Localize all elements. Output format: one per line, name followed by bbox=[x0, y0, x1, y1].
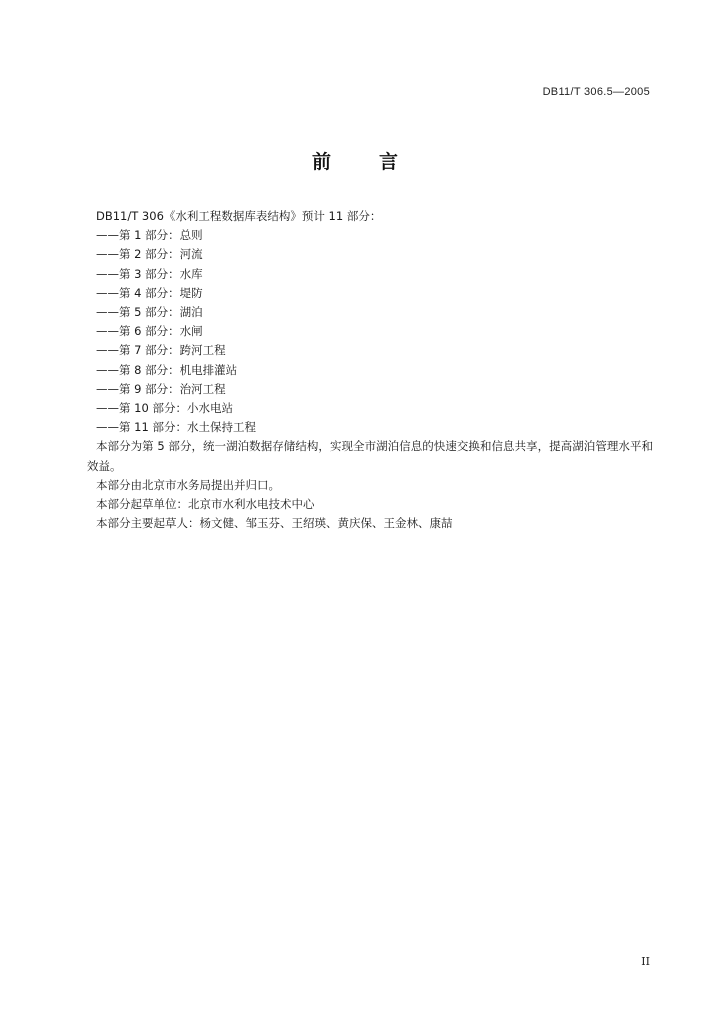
list-item: ——第 3 部分：水库 bbox=[96, 266, 203, 281]
list-item: ——第 5 部分：湖泊 bbox=[96, 305, 203, 320]
parts-list bbox=[96, 226, 656, 437]
intro-line: DB11/T 306《水利工程数据库表结构》预计 11 部分： bbox=[96, 209, 382, 223]
list-item: ——第 10 部分：小水电站 bbox=[96, 401, 233, 416]
list-item: ——第 11 部分：水土保持工程 bbox=[96, 420, 256, 435]
list-item: ——第 8 部分：机电排灌站 bbox=[96, 362, 238, 377]
title-char-1: 前 bbox=[311, 151, 331, 173]
list-item: ——第 2 部分：河流 bbox=[96, 247, 203, 262]
list-item: ——第 6 部分：水闸 bbox=[96, 324, 203, 339]
page-number: II bbox=[641, 955, 650, 968]
list-item: ——第 1 部分：总则 bbox=[96, 228, 203, 243]
list-item: ——第 7 部分：跨河工程 bbox=[96, 343, 226, 358]
title-char-2: 言 bbox=[379, 151, 399, 173]
purpose-paragraph bbox=[87, 437, 653, 475]
purpose-text: 本部分为第 5 部分，统一湖泊数据存储结构，实现全市湖泊信息的快速交换和信息共享，提高湖泊管理水平和效益。 bbox=[87, 439, 653, 473]
drafting-unit-paragraph: 本部分起草单位：北京市水利水电技术中心 bbox=[96, 497, 315, 512]
drafters-paragraph: 本部分主要起草人：杨文健、邹玉芬、王绍瑛、黄庆保、王金林、康喆 bbox=[96, 516, 453, 531]
standard-code: DB11/T 306.5—2005 bbox=[542, 86, 650, 98]
proposer-paragraph: 本部分由北京市水务局提出并归口。 bbox=[96, 477, 280, 492]
page-title bbox=[0, 147, 710, 174]
list-item: ——第 9 部分：治河工程 bbox=[96, 381, 226, 396]
list-item: ——第 4 部分：堤防 bbox=[96, 285, 203, 300]
foreword-body bbox=[87, 207, 656, 533]
